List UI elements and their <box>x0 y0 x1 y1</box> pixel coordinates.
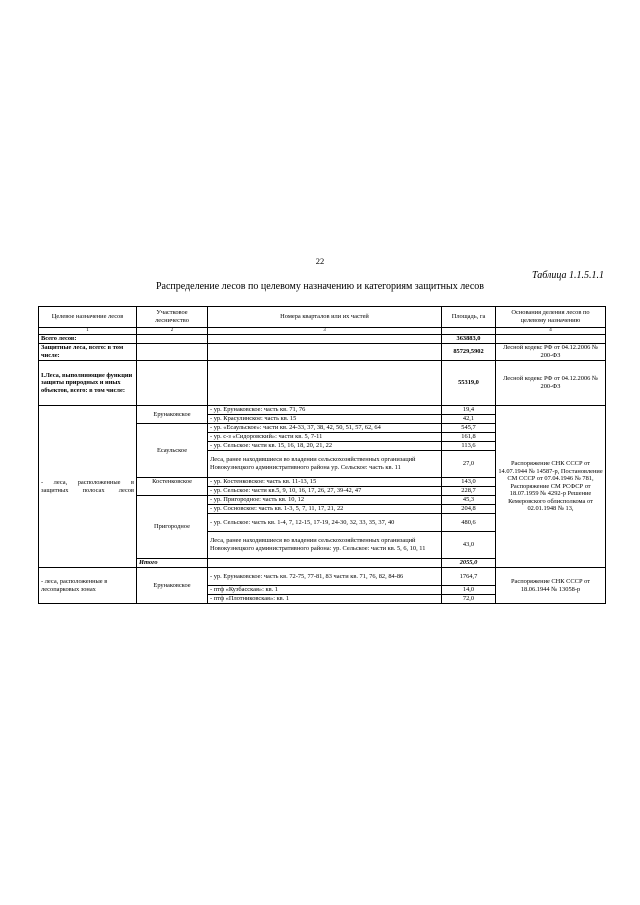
col-number: 1 <box>39 328 137 335</box>
total-row <box>39 335 606 344</box>
quarter-cell: - ур. Сельское: часть кв. 1-4, 7, 12-15, 17-19, 24-30, 32, 33, 35, 37, 40 <box>208 514 442 532</box>
header-area: Площадь, га <box>442 307 496 328</box>
protective-value: 85729,5902 <box>442 344 496 361</box>
area-cell: 45,3 <box>442 496 496 505</box>
header-forestry: Участковое лесничество <box>137 307 208 328</box>
area-cell: 1764,7 <box>442 568 496 586</box>
table-title: Распределение лесов по целевому назначению и категориям защитных лесов <box>155 281 485 292</box>
quarter-cell: - ур. Сосновское: часть кв. 1-3, 5, 7, 11, 17, 21, 22 <box>208 505 442 514</box>
quarter-cell: - ур. Красулинское: часть кв. 15 <box>208 415 442 424</box>
quarter-cell: Леса, ранее находившиеся во владении сельскохозяйственных организаций Новокузнецкого административного района ур. Сельское: часть кв. 11 <box>208 451 442 478</box>
subtotal-value: 2055,0 <box>442 559 496 568</box>
col-number: 2 <box>137 328 208 335</box>
protective-label: Защитные леса, всего: в том числе: <box>39 344 137 361</box>
quarter-cell: - ур. Ерунаковское: часть кв. 71, 76 <box>208 406 442 415</box>
header-row <box>39 307 606 328</box>
table-row <box>39 406 606 415</box>
header-purpose: Целевое назначение лесов <box>39 307 137 328</box>
area-cell: 27,0 <box>442 451 496 478</box>
area-cell: 545,7 <box>442 424 496 433</box>
protective-row <box>39 344 606 361</box>
section1-basis: Лесной кодекс РФ от 04.12.2006 № 200-ФЗ <box>496 361 606 406</box>
page-number: 22 <box>315 256 325 266</box>
table-row <box>39 568 606 586</box>
quarter-cell: - птф «Кузбасская»: кв. 1 <box>208 586 442 595</box>
protective-basis: Лесной кодекс РФ от 04.12.2006 № 200-ФЗ <box>496 344 606 361</box>
quarter-cell: - ур. Сельское: части кв. 15, 16, 18, 20, 21, 22 <box>208 442 442 451</box>
area-cell: 42,1 <box>442 415 496 424</box>
group2-purpose: - леса, расположенные в лесопарковых зонах <box>39 568 137 604</box>
section1-label: I.Леса, выполняющие функции защиты природных и иных объектов, всего: в том числе: <box>39 361 137 406</box>
quarter-cell: - ур. Костенковское: часть кв. 11-13, 15 <box>208 478 442 487</box>
quarter-cell: - ур. с-з «Сидоровский»: части кв. 5, 7-11 <box>208 433 442 442</box>
table-reference: Таблица 1.1.5.1.1 <box>532 270 604 281</box>
column-numbers-row <box>39 328 606 335</box>
quarter-cell: - птф «Плотниковская»: кв. 1 <box>208 595 442 604</box>
area-cell: 143,0 <box>442 478 496 487</box>
area-cell: 14,0 <box>442 586 496 595</box>
area-cell: 204,8 <box>442 505 496 514</box>
quarter-cell: - ур. «Есаульское»: части кв. 24-33, 37, 38, 42, 50, 51, 57, 62, 64 <box>208 424 442 433</box>
section1-value: 55319,0 <box>442 361 496 406</box>
area-cell: 113,6 <box>442 442 496 451</box>
group1-forestry-2: Есаульское <box>137 424 208 478</box>
area-cell: 43,0 <box>442 532 496 559</box>
section1-row <box>39 361 606 406</box>
total-label: Всего лесов: <box>39 335 137 344</box>
quarter-cell: Леса, ранее находившиеся во владении сельскохозяйственных организаций Новокузнецкого административного района: ур. Сельское: части кв. 5, 6, 10, 11 <box>208 532 442 559</box>
group2-forestry: Ерунаковское <box>137 568 208 604</box>
area-cell: 228,7 <box>442 487 496 496</box>
col-number: 4 <box>496 328 606 335</box>
group1-purpose: - леса, расположенные в защитных полосах лесов <box>39 406 137 568</box>
quarter-cell: - ур. Ерунаковское: часть кв. 72-75, 77-81, 83 части кв. 71, 76, 82, 84-86 <box>208 568 442 586</box>
area-cell: 72,0 <box>442 595 496 604</box>
area-cell: 19,4 <box>442 406 496 415</box>
area-cell: 480,6 <box>442 514 496 532</box>
group1-forestry-4: Пригородное <box>137 496 208 559</box>
col-number <box>442 328 496 335</box>
quarter-cell: - ур. Пригородное: часть кв. 10, 12 <box>208 496 442 505</box>
subtotal-label: Итого <box>137 559 208 568</box>
col-number: 3 <box>208 328 442 335</box>
quarter-cell: - ур. Сельское: части кв.5, 9, 10, 16, 17, 26, 27, 39-42, 47 <box>208 487 442 496</box>
group1-basis: Распоряжение СНК СССР от 14.07.1944 № 14587-р, Постановление СМ СССР от 07.04.1946 № 781, Распоряжение СМ РСФСР от 18.07.1959 № 4292-р Решение Кемеровского облисполкома от 02.01.1948 № 13, <box>496 406 606 568</box>
group1-forestry-3: Костенковское <box>137 478 208 496</box>
header-quarters: Номера кварталов или их частей <box>208 307 442 328</box>
group2-basis: Распоряжение СНК СССР от 18.06.1944 № 13058-р <box>496 568 606 604</box>
total-value: 363883,0 <box>442 335 496 344</box>
header-basis: Основания деления лесов по целевому назначению <box>496 307 606 328</box>
forest-distribution-table <box>38 306 606 604</box>
area-cell: 161,8 <box>442 433 496 442</box>
group1-forestry-1: Ерунаковское <box>137 406 208 424</box>
